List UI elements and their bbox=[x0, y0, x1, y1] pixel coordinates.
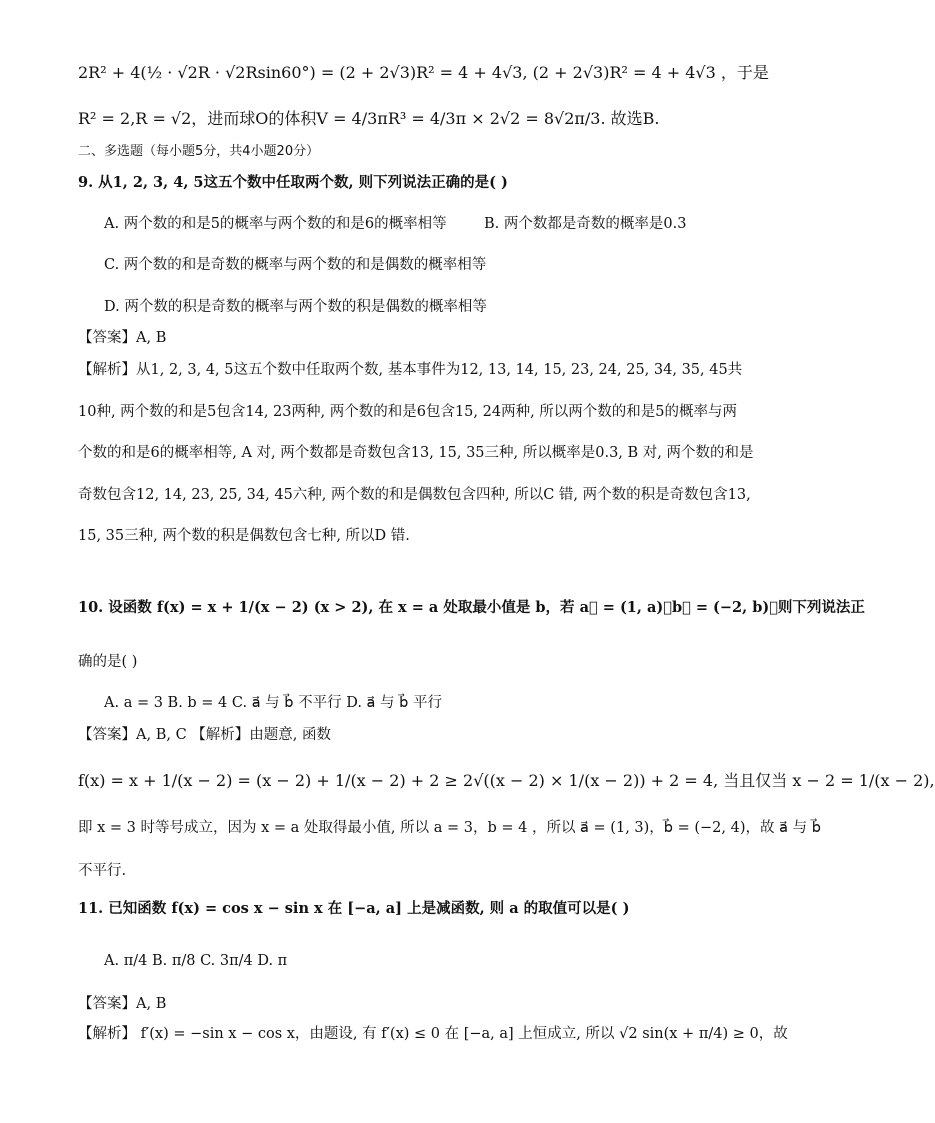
q9-analysis-1: 【解析】从1, 2, 3, 4, 5这五个数中任取两个数, 基本事件为12, 13, 14, 15, 23, 24, 25, 34, 35, 45共 bbox=[78, 362, 743, 378]
q9-analysis-4: 奇数包含12, 14, 23, 25, 34, 45六种, 两个数的和是偶数包含四种, 所以C 错, 两个数的积是奇数包含13, bbox=[78, 487, 751, 503]
question-11: 11. 已知函数 f(x) = cos x − sin x 在 [−a, a] 上是减函数, 则 a 的取值可以是( ) bbox=[78, 900, 630, 917]
q9-option-c: C. 两个数的和是奇数的概率与两个数的和是偶数的概率相等 bbox=[104, 257, 487, 273]
q9-analysis-3: 个数的和是6的概率相等, A 对, 两个数都是奇数包含13, 15, 35三种, 所以概率是0.3, B 对, 两个数的和是 bbox=[78, 445, 754, 461]
q10-options: A. a = 3 B. b = 4 C. a⃗ 与 b⃗ 不平行 D. a⃗ 与 b⃗ 平行 bbox=[104, 695, 442, 711]
text-line-2: R² = 2,R = √2，进而球O的体积V = 4/3πR³ = 4/3π × 2√2 = 8√2π/3. 故选B. bbox=[78, 109, 660, 128]
question-9: 9. 从1, 2, 3, 4, 5这五个数中任取两个数, 则下列说法正确的是( ) bbox=[78, 174, 508, 191]
q9-option-a: A. 两个数的和是5的概率与两个数的和是6的概率相等 bbox=[104, 216, 447, 232]
text-line-1: 2R² + 4(½ · √2R · √2Rsin60°) = (2 + 2√3)R² = 4 + 4√3, (2 + 2√3)R² = 4 + 4√3 ，于是 bbox=[78, 63, 769, 82]
q9-option-d: D. 两个数的积是奇数的概率与两个数的积是偶数的概率相等 bbox=[104, 299, 487, 315]
question-10: 10. 设函数 f(x) = x + 1/(x − 2) (x > 2), 在 x = a 处取最小值是 b，若 a⃗ = (1, a)，b⃗ = (−2, b)，则下列说法正 bbox=[78, 599, 865, 616]
q9-answer: 【答案】A, B bbox=[78, 330, 167, 346]
section-heading: 二、多选题（每小题5分，共4小题20分） bbox=[78, 144, 320, 159]
question-10-cont: 确的是( ) bbox=[78, 654, 138, 670]
q11-options: A. π/4 B. π/8 C. 3π/4 D. π bbox=[104, 953, 288, 969]
q10-answer: 【答案】A, B, C 【解析】由题意, 函数 bbox=[78, 727, 331, 743]
q10-analysis-2: 即 x = 3 时等号成立，因为 x = a 处取得最小值, 所以 a = 3，b = 4 ，所以 a⃗ = (1, 3)，b⃗ = (−2, 4)，故 a⃗ 与 b⃗ bbox=[78, 820, 821, 836]
q11-analysis-1: 【解析】 f′(x) = −sin x − cos x，由题设, 有 f′(x) ≤ 0 在 [−a, a] 上恒成立, 所以 √2 sin(x + π/4) ≥ 0，故 bbox=[78, 1026, 788, 1042]
q11-answer: 【答案】A, B bbox=[78, 996, 167, 1012]
q9-analysis-5: 15, 35三种, 两个数的积是偶数包含七种, 所以D 错. bbox=[78, 528, 410, 544]
q10-analysis-3: 不平行. bbox=[78, 863, 127, 879]
q10-analysis-1: f(x) = x + 1/(x − 2) = (x − 2) + 1/(x − 2) + 2 ≥ 2√((x − 2) × 1/(x − 2)) + 2 = 4, 当且仅当 x − 2 = 1/(x − 2), bbox=[78, 771, 935, 790]
q9-option-b: B. 两个数都是奇数的概率是0.3 bbox=[484, 216, 687, 232]
q9-analysis-2: 10种, 两个数的和是5包含14, 23两种, 两个数的和是6包含15, 24两种, 所以两个数的和是5的概率与两 bbox=[78, 404, 738, 420]
